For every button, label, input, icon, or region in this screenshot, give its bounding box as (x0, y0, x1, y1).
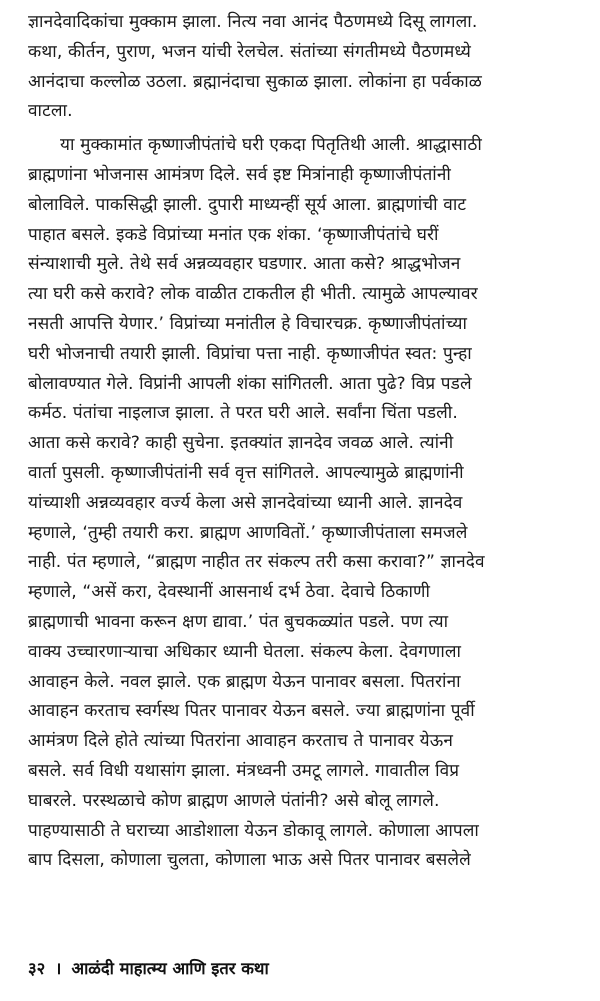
text-line: बोलावण्यात गेले. विप्रांनी आपली शंका सांगितली. आता पुढे? विप्र पडले (28, 373, 472, 394)
text-line: त्या घरी कसे करावे? लोक वाळीत टाकतील ही भीती. त्यामुळे आपल्यावर (28, 284, 478, 305)
text-line: ब्राह्मणाची भावना करून क्षण द्यावा.’ पंत बुचकळ्यांत पडले. पण त्या (28, 611, 449, 632)
text-line: ब्राह्मणांना भोजनास आमंत्रण दिले. सर्व इष्ट मित्रांनाही कृष्णाजीपंतांनी (28, 164, 451, 185)
text-line: नसती आपत्ति येणार.’ विप्रांच्या मनांतील हे विचारचक्र. कृष्णाजीपंतांच्या (28, 313, 468, 334)
text-line: कथा, कीर्तन, पुराण, भजन यांची रेलचेल. संतांच्या संगतीमध्ये पैठणमध्ये (28, 41, 471, 62)
text-line: आता कसे करावे? काही सुचेना. इतक्यांत ज्ञानदेव जवळ आले. त्यांनी (28, 433, 454, 454)
text-line: घरी भोजनाची तयारी झाली. विप्रांचा पत्ता नाही. कृष्णाजीपंत स्वत: पुन्हा (28, 343, 472, 364)
text-line: नाही. पंत म्हणाले, “ब्राह्मण नाहीत तर संकल्प तरी कसा करावा?” ज्ञानदेव (28, 552, 485, 573)
text-line: ज्ञानदेवादिकांचा मुक्काम झाला. नित्य नवा आनंद पैठणमध्ये दिसू लागला. (28, 12, 478, 32)
text-line: बाप दिसला, कोणाला चुलता, कोणाला भाऊ असे पितर पानावर बसलेले (28, 850, 471, 871)
text-line: आनंदाचा कल्लोळ उठला. ब्रह्मानंदाचा सुकाळ झाला. लोकांना हा पर्वकाळ (28, 71, 482, 92)
text-line: वाटला. (28, 101, 73, 122)
text-line: म्हणाले, ‘तुम्ही तयारी करा. ब्राह्मण आणवितों.’ कृष्णाजीपंताला समजले (28, 522, 468, 543)
text-line: यांच्याशी अन्नव्यवहार वर्ज्य केला असे ज्ञानदेवांच्या ध्यानी आले. ज्ञानदेव (28, 492, 463, 513)
text-line: कर्मठ. पंतांचा नाइलाज झाला. ते परत घरी आले. सर्वांना चिंता पडली. (28, 403, 458, 424)
paragraph-2 (28, 131, 580, 876)
text-line: संन्याशाची मुले. तेथे सर्व अन्नव्यवहार घडणार. आता कसे? श्राद्धभोजन (28, 254, 461, 275)
page-footer (28, 956, 269, 979)
text-line: या मुक्कामांत कृष्णाजीपंतांचे घरी एकदा पितृतिथी आली. श्राद्धासाठी (60, 135, 482, 156)
footer-separator: । (55, 959, 62, 978)
page-number: ३२ (28, 959, 46, 978)
book-title: आळंदी माहात्म्य आणि इतर कथा (71, 959, 269, 978)
text-line: बसले. सर्व विधी यथासांग झाला. मंत्रध्वनी उमटू लागले. गावातील विप्र (28, 760, 460, 781)
text-line: पाहण्यासाठी ते घराच्या आडोशाला येऊन डोकावू लागले. कोणाला आपला (28, 820, 479, 841)
text-line: पाहात बसले. इकडे विप्रांच्या मनांत एक शंका. ‘कृष्णाजीपंतांचे घरीं (28, 224, 439, 245)
text-line: बोलाविले. पाकसिद्धी झाली. दुपारी माध्यन्हीं सूर्य आला. ब्राह्मणांची वाट (28, 194, 467, 215)
text-line: आवाहन करताच स्वर्गस्थ पितर पानावर येऊन बसले. ज्या ब्राह्मणांना पूर्वी (28, 701, 475, 722)
text-line: वाक्य उच्चारणाऱ्याचा अधिकार ध्यानी घेतला. संकल्प केला. देवगणाला (28, 641, 462, 662)
page-body (28, 8, 580, 876)
text-line: आमंत्रण दिले होते त्यांच्या पितरांना आवाहन करताच ते पानावर येऊन (28, 731, 453, 752)
text-line: वार्ता पुसली. कृष्णाजीपंतांनी सर्व वृत्त सांगितले. आपल्यामुळे ब्राह्मणांनी (28, 462, 464, 483)
text-line: घाबरले. परस्थळाचे कोण ब्राह्मण आणले पंतांनी? असे बोलू लागले. (28, 790, 440, 811)
text-line: म्हणाले, “असें करा, देवस्थानीं आसनार्थ दर्भ ठेवा. देवाचे ठिकाणी (28, 582, 431, 603)
paragraph-1 (28, 8, 580, 127)
text-line: आवाहन केले. नवल झाले. एक ब्राह्मण येऊन पानावर बसला. पितरांना (28, 671, 461, 692)
